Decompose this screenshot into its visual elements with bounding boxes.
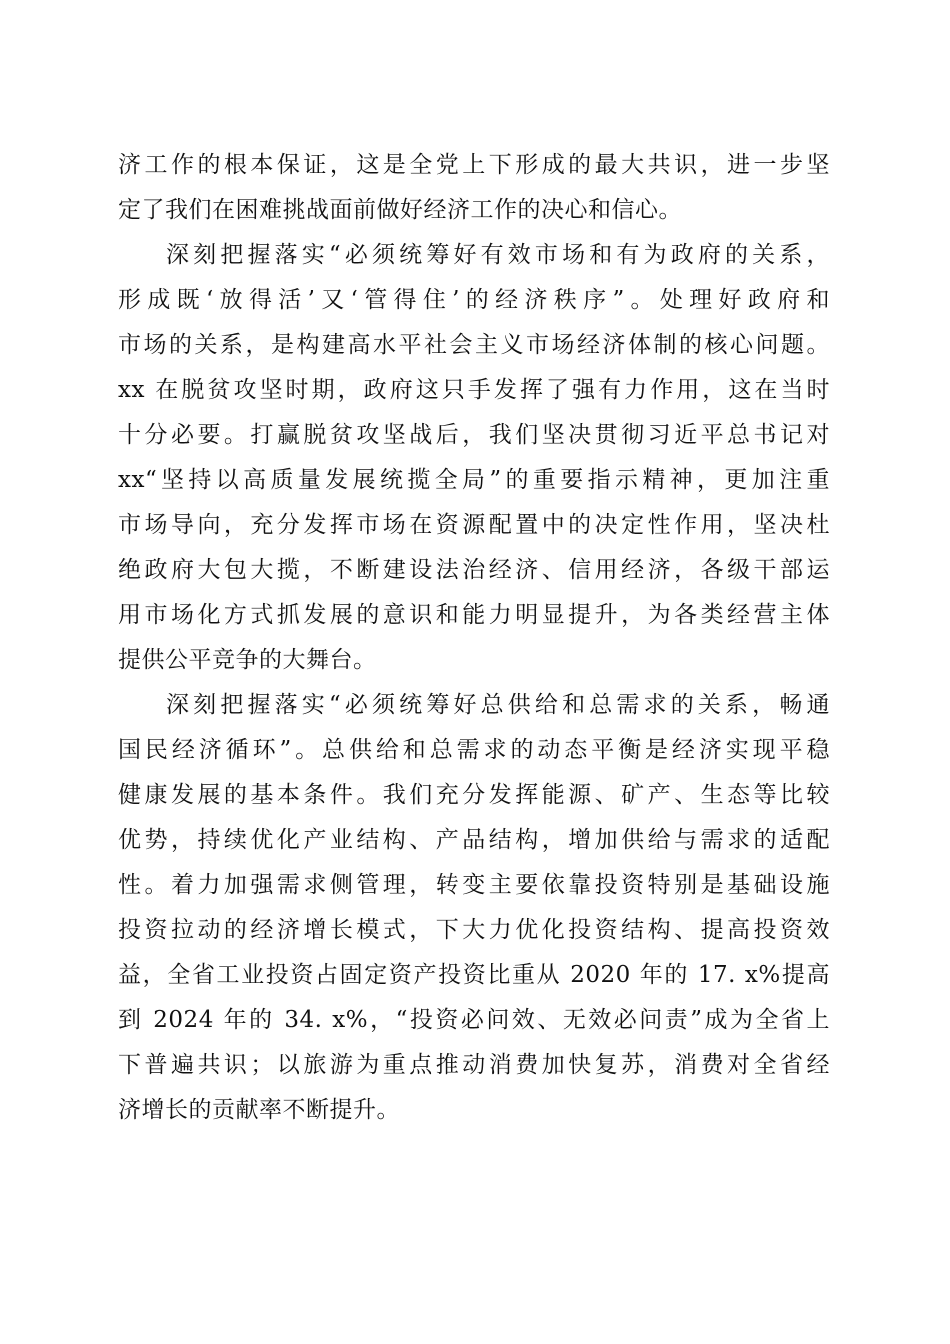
text-line: 益，全省工业投资占固定资产投资比重从 2020 年的 17. x%提高 (118, 962, 830, 988)
text-line: 济工作的根本保证，这是全党上下形成的最大共识，进一步坚 (118, 152, 830, 178)
paragraph-market-government (118, 233, 830, 683)
text-line: 提供公平竞争的大舞台。 (118, 647, 377, 673)
text-line: 下普遍共识；以旅游为重点推动消费加快复苏，消费对全省经 (118, 1052, 830, 1078)
text-line: 投资拉动的经济增长模式，下大力优化投资结构、提高投资效 (118, 917, 830, 943)
text-line: 市场导向，充分发挥市场在资源配置中的决定性作用，坚决杜 (118, 512, 830, 538)
text-line: 市场的关系，是构建高水平社会主义市场经济体制的核心问题。 (118, 332, 830, 358)
text-line: 深刻把握落实“必须统筹好有效市场和有为政府的关系， (166, 242, 830, 268)
text-line: 国民经济循环”。总供给和总需求的动态平衡是经济实现平稳 (118, 737, 830, 763)
text-line: xx“坚持以高质量发展统揽全局”的重要指示精神，更加注重 (118, 467, 830, 493)
text-line: 深刻把握落实“必须统筹好总供给和总需求的关系，畅通 (166, 692, 830, 718)
text-line: 性。着力加强需求侧管理，转变主要依靠投资特别是基础设施 (118, 872, 830, 898)
text-line: 用市场化方式抓发展的意识和能力明显提升，为各类经营主体 (118, 602, 830, 628)
text-line: 形成既‘放得活’又‘管得住’的经济秩序”。处理好政府和 (118, 287, 830, 313)
document-body (118, 143, 830, 1133)
text-line: 定了我们在困难挑战面前做好经济工作的决心和信心。 (118, 197, 682, 223)
text-line: xx 在脱贫攻坚时期，政府这只手发挥了强有力作用，这在当时 (118, 377, 830, 403)
text-line: 优势，持续优化产业结构、产品结构，增加供给与需求的适配 (118, 827, 830, 853)
text-line: 济增长的贡献率不断提升。 (118, 1097, 400, 1123)
paragraph-continued (118, 143, 830, 233)
text-line: 健康发展的基本条件。我们充分发挥能源、矿产、生态等比较 (118, 782, 830, 808)
paragraph-supply-demand (118, 683, 830, 1133)
text-line: 到 2024 年的 34. x%，“投资必问效、无效必问责”成为全省上 (118, 1007, 830, 1033)
text-line: 绝政府大包大揽，不断建设法治经济、信用经济，各级干部运 (118, 557, 830, 583)
text-line: 十分必要。打赢脱贫攻坚战后，我们坚决贯彻习近平总书记对 (118, 422, 830, 448)
